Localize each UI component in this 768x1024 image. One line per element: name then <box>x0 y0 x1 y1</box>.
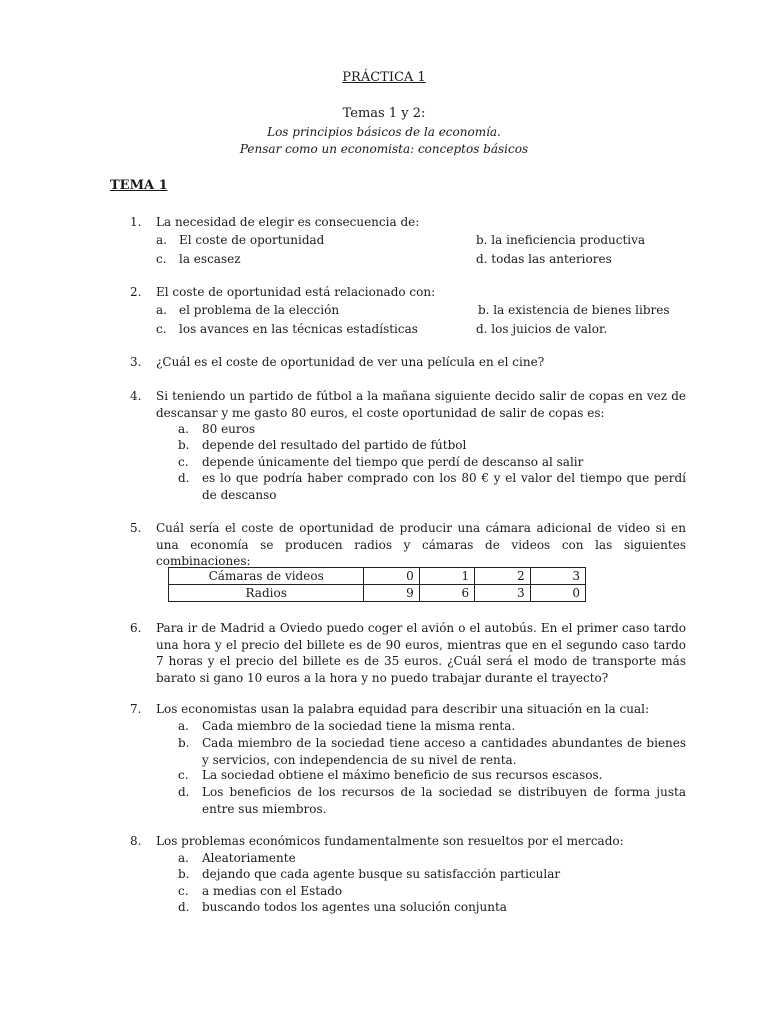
question-number: 1. <box>130 215 142 229</box>
option-item <box>178 421 686 438</box>
option-letter: c. <box>178 884 189 898</box>
answer-row <box>156 303 686 321</box>
combinations-table <box>168 567 586 602</box>
table-cell: 3 <box>530 568 585 585</box>
table-cell: 1 <box>419 568 474 585</box>
option-item <box>178 883 686 900</box>
option-letter: d. <box>178 900 190 914</box>
option-item <box>178 767 686 784</box>
table-cell: 6 <box>419 585 474 602</box>
section-heading: TEMA 1 <box>110 178 168 193</box>
option-text: Aleatoriamente <box>202 851 296 865</box>
question-text: Para ir de Madrid a Oviedo puedo coger el avión o el autobús. En el primer caso tardo una hora y el precio del billete es de 90 euros, mientras que en el segundo caso tardo 7 horas y el precio del billete es de 35 euros. ¿Cuál será el modo de transporte más barato si gano 10 euros a la hora y no puedo trabajar durante el trayecto? <box>156 621 686 685</box>
question-text: Si teniendo un partido de fútbol a la mañana siguiente decido salir de copas en vez de descansar y me gasto 80 euros, el coste oportunidad de salir de copas es: <box>156 389 686 420</box>
option-text: Cada miembro de la sociedad tiene la misma renta. <box>202 719 516 733</box>
answer-row <box>156 233 686 251</box>
page-title: PRÁCTICA 1 <box>342 70 426 85</box>
question-4 <box>130 388 686 421</box>
option-letter: c. <box>156 252 167 266</box>
option-item <box>178 850 686 867</box>
question-text: ¿Cuál es el coste de oportunidad de ver una película en el cine? <box>156 355 545 369</box>
row-label: Radios <box>169 585 364 602</box>
option-letter: a. <box>156 233 167 247</box>
option-d: d. los juicios de valor. <box>476 322 608 336</box>
option-item <box>178 784 686 817</box>
option-text: Cada miembro de la sociedad tiene acceso a cantidades abundantes de bienes y servicios, con independencia de su nivel de renta. <box>202 736 686 767</box>
option-text: a medias con el Estado <box>202 884 343 898</box>
question-text: La necesidad de elegir es consecuencia de: <box>156 215 420 229</box>
question-number: 4. <box>130 389 142 403</box>
table-cell: 9 <box>364 585 419 602</box>
option-text: depende únicamente del tiempo que perdí de descanso al salir <box>202 455 584 469</box>
question-8 <box>130 833 686 850</box>
table-row <box>169 568 586 585</box>
option-c: los avances en las técnicas estadísticas <box>179 322 418 336</box>
option-letter: b. <box>178 736 190 750</box>
table-cell: 3 <box>475 585 530 602</box>
option-c: la escasez <box>179 252 241 266</box>
option-b: b. la ineficiencia productiva <box>476 233 646 247</box>
question-1 <box>130 214 686 231</box>
question-number: 8. <box>130 834 142 848</box>
option-letter: b. <box>178 438 190 452</box>
option-d: d. todas las anteriores <box>476 252 612 266</box>
option-text: Los beneficios de los recursos de la sociedad se distribuyen de forma justa entre sus miembros. <box>202 785 686 816</box>
option-text: es lo que podría haber comprado con los 80 € y el valor del tiempo que perdí de descanso <box>202 471 686 502</box>
question-text: Los economistas usan la palabra equidad para describir una situación en la cual: <box>156 702 650 716</box>
option-letter: c. <box>156 322 167 336</box>
row-label: Cámaras de videos <box>169 568 364 585</box>
option-item <box>178 718 686 735</box>
option-item <box>178 735 686 768</box>
table-cell: 2 <box>475 568 530 585</box>
option-letter: c. <box>178 455 189 469</box>
question-text: Cuál sería el coste de oportunidad de producir una cámara adicional de video si en una economía se producen radios y cámaras de videos con las siguientes combinaciones: <box>156 521 686 568</box>
page-subtitle: Temas 1 y 2: <box>342 106 426 121</box>
table-cell: 0 <box>530 585 585 602</box>
option-item <box>178 866 686 883</box>
option-a: El coste de oportunidad <box>179 233 325 247</box>
question-6 <box>130 620 686 686</box>
question-text: Los problemas económicos fundamentalmente son resueltos por el mercado: <box>156 834 624 848</box>
subtitle-line-2: Pensar como un economista: conceptos básicos <box>239 142 529 156</box>
question-text: El coste de oportunidad está relacionado con: <box>156 285 436 299</box>
option-item <box>178 437 686 454</box>
question-number: 6. <box>130 621 142 635</box>
option-letter: b. <box>178 867 190 881</box>
question-number: 7. <box>130 702 142 716</box>
option-text: buscando todos los agentes una solución conjunta <box>202 900 507 914</box>
option-letter: a. <box>178 851 189 865</box>
option-letter: a. <box>178 719 189 733</box>
option-b: b. la existencia de bienes libres <box>478 303 670 317</box>
option-text: depende del resultado del partido de fútbol <box>202 438 467 452</box>
question-2 <box>130 284 686 301</box>
option-letter: c. <box>178 768 189 782</box>
option-item <box>178 454 686 471</box>
answer-row <box>156 322 686 340</box>
question-number: 3. <box>130 355 142 369</box>
question-7 <box>130 701 686 718</box>
option-letter: a. <box>156 303 167 317</box>
option-text: 80 euros <box>202 422 256 436</box>
option-letter: a. <box>178 422 189 436</box>
option-letter: d. <box>178 785 190 799</box>
subtitle-line-1: Los principios básicos de la economía. <box>267 125 501 139</box>
question-5 <box>130 520 686 570</box>
option-item <box>178 470 686 503</box>
option-text: dejando que cada agente busque su satisfacción particular <box>202 867 561 881</box>
table-row <box>169 585 586 602</box>
question-number: 5. <box>130 521 142 535</box>
answer-row <box>156 252 686 270</box>
option-text: La sociedad obtiene el máximo beneficio de sus recursos escasos. <box>202 768 603 782</box>
question-3 <box>130 354 686 371</box>
option-letter: d. <box>178 471 190 485</box>
option-item <box>178 899 686 916</box>
question-number: 2. <box>130 285 142 299</box>
table-cell: 0 <box>364 568 419 585</box>
option-a: el problema de la elección <box>179 303 340 317</box>
